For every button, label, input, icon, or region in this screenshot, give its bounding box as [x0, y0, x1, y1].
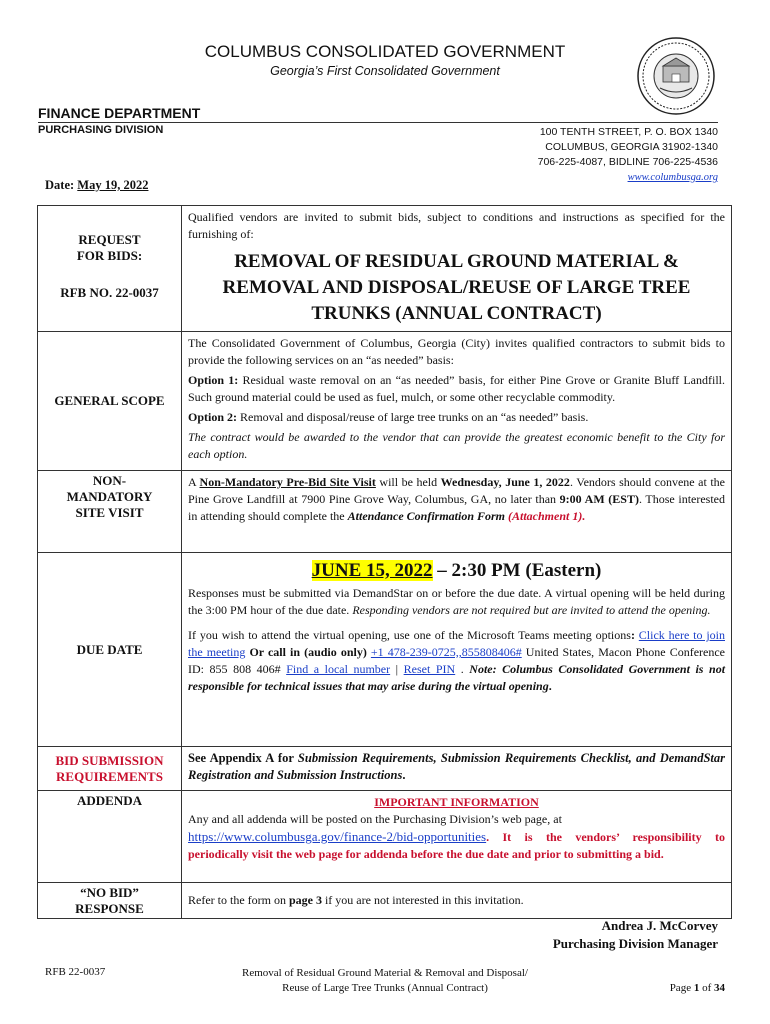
- virtual-opening-instructions: [188, 627, 725, 695]
- submission-content-cell: [182, 747, 732, 791]
- rfb-intro: Qualified vendors are invited to submit bids, subject to conditions and instructions as specified for the furnishing of:: [188, 210, 725, 241]
- submission-label-line: BID SUBMISSION: [55, 752, 164, 768]
- scope-note: The contract would be awarded to the vendor that can provide the greatest economic benefit to the City for each option.: [188, 430, 725, 461]
- site-visit-text: A: [188, 475, 200, 489]
- due-time-value: – 2:30 PM (Eastern): [432, 560, 602, 581]
- option-1-text: Residual waste removal on an “as needed” basis, for either Pine Grove or Granite Bluff Landfill. Such ground material could be used as fuel, mulch, or some other recyclable commodity.: [188, 373, 725, 404]
- table-row: [38, 747, 732, 791]
- no-bid-label-line: RESPONSE: [75, 900, 144, 916]
- date-value: May 19, 2022: [77, 178, 149, 192]
- link-separator: |: [390, 662, 404, 676]
- division-name: PURCHASING DIVISION: [38, 124, 164, 136]
- site-visit-heading: Non-Mandatory Pre-Bid Site Visit: [199, 475, 376, 489]
- header-rule: [38, 122, 718, 123]
- call-in-label: Or call in (audio only): [245, 645, 371, 659]
- option-2-text: Removal and disposal/reuse of large tree trunks on an “as needed” basis.: [237, 410, 589, 424]
- total-pages: 34: [714, 982, 725, 994]
- scope-content-cell: [182, 332, 732, 471]
- site-visit-text: will be held: [375, 475, 441, 489]
- footer-title: [200, 966, 570, 996]
- scope-label-cell: [38, 332, 182, 471]
- bid-opportunities-link[interactable]: https://www.columbusga.gov/finance-2/bid-opportunities: [188, 829, 487, 844]
- rfb-title-line: TRUNKS (ANNUAL CONTRACT): [311, 303, 602, 324]
- separator-text: .: [455, 662, 470, 676]
- submission-text: See Appendix A for: [188, 751, 298, 765]
- footer-rfb-number: RFB 22-0037: [45, 966, 106, 978]
- scope-label: GENERAL SCOPE: [54, 393, 165, 408]
- table-row: [38, 332, 732, 471]
- website-link[interactable]: www.columbusga.org: [627, 172, 718, 183]
- site-visit-label-line: SITE VISIT: [75, 505, 144, 520]
- scope-intro: The Consolidated Government of Columbus, Georgia (City) invites qualified contractors to submit bids to provide the following services on an “as needed” basis:: [188, 336, 725, 367]
- due-date-note: Responding vendors are not required but are invited to attend the opening.: [352, 603, 711, 617]
- rfb-title: [188, 249, 725, 327]
- submission-label-line: REQUIREMENTS: [56, 768, 163, 784]
- address-line: COLUMBUS, GEORGIA 31902-1340: [545, 141, 718, 153]
- signatory-title: Purchasing Division Manager: [552, 936, 718, 951]
- no-bid-content-cell: [182, 883, 732, 919]
- scope-option-1: [188, 372, 725, 406]
- due-date-heading: [188, 562, 725, 579]
- submission-period: .: [402, 768, 406, 782]
- join-meeting-link[interactable]: Click here to join the meeting: [188, 628, 725, 659]
- organization-title: COLUMBUS CONSOLIDATED GOVERNMENT: [204, 42, 566, 61]
- signatory-name: Andrea J. McCorvey: [601, 918, 718, 933]
- addenda-text: Any and all addenda will be posted on the Purchasing Division’s web page, at: [188, 812, 562, 826]
- submission-requirements-list: Submission Requirements, Submission Requirements Checklist, and DemandStar Registration and Submission Instructions: [188, 751, 725, 782]
- page-of: of: [699, 982, 714, 994]
- site-visit-label-cell: [38, 471, 182, 553]
- due-date-content-cell: [182, 553, 732, 747]
- table-row: [38, 206, 732, 332]
- submission-label-cell: [38, 747, 182, 791]
- rfb-label-cell: [38, 206, 182, 332]
- conference-id-text: United States, Macon Phone Conference ID: 855 808 406#: [188, 645, 725, 676]
- page-label: Page: [669, 982, 694, 994]
- virtual-opening-text: If you wish to attend the virtual opening, use one of the Microsoft Teams meeting options: [188, 628, 631, 642]
- scope-option-2: [188, 409, 725, 426]
- due-date-label-cell: [38, 553, 182, 747]
- due-date-text: Responses must be submitted via DemandStar on or before the due date. A virtual opening will be held during the 3:00 PM hour of the due date.: [188, 586, 725, 617]
- rfb-number: RFB NO. 22-0037: [60, 285, 159, 300]
- note-period: .: [548, 679, 552, 693]
- rfb-title-line: REMOVAL AND DISPOSAL/REUSE OF LARGE TREE: [222, 277, 691, 298]
- colon: :: [630, 628, 639, 642]
- reset-pin-link[interactable]: Reset PIN: [403, 662, 456, 676]
- department-name: FINANCE DEPARTMENT: [38, 105, 201, 121]
- organization-subtitle: Georgia’s First Consolidated Government: [270, 64, 500, 78]
- find-local-number-link[interactable]: Find a local number: [286, 662, 391, 676]
- attachment-reference: (Attachment 1).: [508, 509, 586, 523]
- rfb-label-line: FOR BIDS:: [76, 248, 143, 263]
- table-row: [38, 791, 732, 883]
- option-1-label: Option 1:: [188, 373, 239, 387]
- city-seal-icon: [636, 36, 716, 116]
- footer-title-line: Reuse of Large Tree Trunks (Annual Contract): [282, 982, 488, 994]
- option-2-label: Option 2:: [188, 410, 238, 424]
- no-bid-label-cell: [38, 883, 182, 919]
- rfb-label-line: REQUEST: [78, 232, 141, 247]
- no-bid-text: if you are not interested in this invitation.: [321, 892, 524, 907]
- site-visit-time: 9:00 AM (EST): [559, 492, 639, 506]
- address-block: [538, 125, 718, 185]
- address-line: 706-225-4087, BIDLINE 706-225-4536: [537, 156, 718, 168]
- table-row: [38, 471, 732, 553]
- address-line: 100 TENTH STREET, P. O. BOX 1340: [539, 126, 718, 138]
- footer-title-line: Removal of Residual Ground Material & Removal and Disposal/: [242, 967, 528, 979]
- addenda-label-cell: [38, 791, 182, 883]
- page-number: [670, 982, 725, 994]
- no-bid-page-ref: page 3: [288, 892, 322, 907]
- current-page: 1: [693, 982, 700, 994]
- addenda-content-cell: [182, 791, 732, 883]
- due-date-label: DUE DATE: [76, 641, 143, 657]
- due-date-instructions: [188, 585, 725, 619]
- site-visit-content-cell: [182, 471, 732, 553]
- phone-dial-link[interactable]: +1 478-239-0725,,855808406#: [370, 645, 522, 659]
- technical-issues-note: Note: Columbus Consolidated Government is not responsible for technical issues that may arise during the virtual opening: [188, 662, 726, 693]
- table-row: [38, 553, 732, 747]
- no-bid-text: Refer to the form on: [188, 892, 289, 907]
- vendor-responsibility-text: . It is the vendors’ responsibility to periodically visit the web page for addenda before the due date and prior to submitting a bid.: [188, 830, 725, 861]
- important-information-heading: IMPORTANT INFORMATION: [374, 795, 539, 809]
- site-visit-label-line: NON-: [92, 473, 127, 488]
- addenda-label: ADDENDA: [77, 793, 142, 808]
- table-row: [38, 883, 732, 919]
- document-date: [45, 178, 148, 193]
- no-bid-label-line: “NO BID”: [80, 884, 139, 900]
- site-visit-label-line: MANDATORY: [66, 489, 153, 504]
- site-visit-text: . Vendors should convene at the Pine Grove Landfill at 7900 Pine Grove Way, Columbus, GA, no later than: [188, 475, 725, 506]
- bid-info-table: [37, 205, 732, 919]
- rfb-title-line: REMOVAL OF RESIDUAL GROUND MATERIAL &: [234, 251, 679, 272]
- date-label: Date:: [45, 178, 75, 192]
- site-visit-date: Wednesday, June 1, 2022: [440, 475, 570, 489]
- due-date-value: JUNE 15, 2022: [311, 560, 433, 581]
- rfb-content-cell: [182, 206, 732, 332]
- site-visit-text: . Those interested in attending should complete the: [188, 492, 726, 523]
- attendance-form-name: Attendance Confirmation Form: [347, 509, 505, 523]
